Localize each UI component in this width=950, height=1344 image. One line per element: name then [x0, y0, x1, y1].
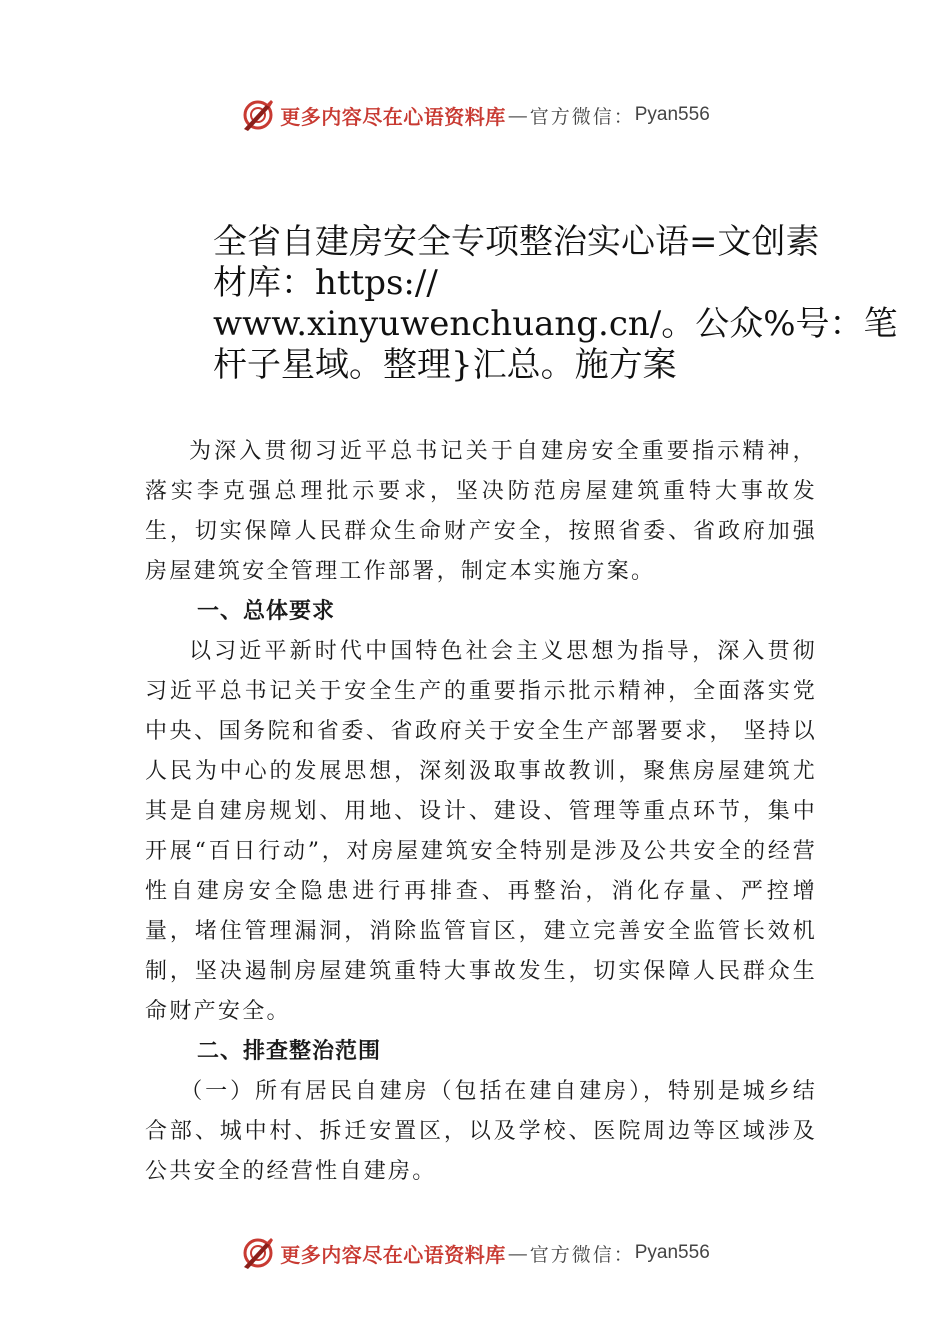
document-body [145, 432, 817, 1192]
banner-dash: — [507, 1241, 528, 1265]
pen-logo-icon [240, 97, 276, 133]
pen-logo-icon [240, 1235, 276, 1271]
banner-wechat-id: Pyan556 [634, 104, 710, 125]
title-line: 材库：https:// [213, 263, 438, 303]
title-line: 杆子星域。整理}汇总。施方案 [213, 345, 677, 385]
general-requirements-paragraph: 以习近平新时代中国特色社会主义思想为指导，深入贯彻习近平总书记关于安全生产的重要指示批示精神，全面落实党中央、国务院和省委、省政府关于安全生产部署要求， 坚持以人民为中心的发展思想，深刻汲取事故教训，聚焦房屋建筑尤其是自建房规划、用地、设计、建设、管理等重点环节，集中开展“百日行动”，对房屋建筑安全特别是涉及公共安全的经营性自建房安全隐患进行再排查、再整治，消化存量、严控增量，堵住管理漏洞，消除监管盲区，建立完善安全监管长效机制，坚决遏制房屋建筑重特大事故发生，切实保障人民群众生命财产安全。 [145, 639, 817, 1024]
title-line: www.xinyuwenchuang.cn/。公众%号：笔 [213, 304, 898, 344]
banner-wechat-id: Pyan556 [634, 1242, 710, 1263]
banner-dash: — [507, 103, 528, 127]
section-heading-scope: 二、排查整治范围 [197, 1039, 382, 1064]
banner-text: 更多内容尽在心语资料库 [280, 1242, 506, 1267]
banner-text: 更多内容尽在心语资料库 [280, 104, 506, 129]
header-banner [0, 95, 950, 135]
scope-item-1-paragraph: （一）所有居民自建房（包括在建自建房），特别是城乡结合部、城中村、拆迁安置区，以及学校、医院周边等区域涉及公共安全的经营性自建房。 [145, 1079, 817, 1184]
footer-banner [0, 1233, 950, 1273]
intro-paragraph: 为深入贯彻习近平总书记关于自建房安全重要指示精神，落实李克强总理批示要求，坚决防范房屋建筑重特大事故发生，切实保障人民群众生命财产安全，按照省委、省政府加强房屋建筑安全管理工作部署，制定本实施方案。 [145, 439, 817, 584]
title-line: 全省自建房安全专项整治实心语=文创素 [213, 222, 820, 262]
banner-wechat-label: 官方微信： [529, 1243, 635, 1266]
document-title [213, 222, 898, 386]
banner-wechat-label: 官方微信： [529, 105, 635, 128]
section-heading-general-requirements: 一、总体要求 [197, 599, 336, 624]
